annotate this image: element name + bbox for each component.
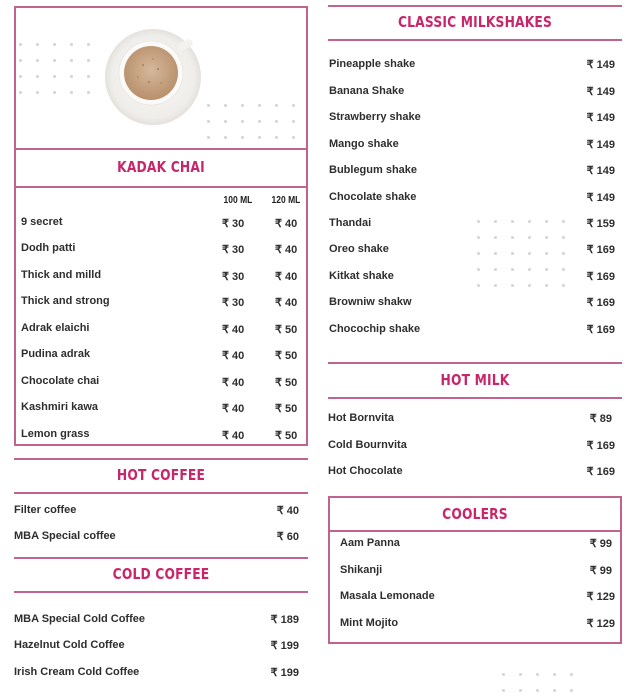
menu-item-name: Irish Cream Cold Coffee	[14, 666, 140, 678]
menu-item-name: Kashmiri kawa	[21, 401, 99, 413]
dot-pattern	[477, 220, 565, 287]
divider	[14, 186, 308, 188]
column-header-100ml: 100 ML	[223, 195, 253, 206]
menu-item-name: Chocochip shake	[329, 323, 421, 335]
menu-item-name: Oreo shake	[329, 243, 389, 255]
hot-milk-title: HOT MILK	[440, 371, 510, 389]
menu-item-price: ₹ 149	[586, 112, 615, 124]
hot-coffee-title: HOT COFFEE	[116, 466, 206, 484]
menu-item-name: Dodh patti	[21, 242, 76, 254]
menu-item-price: ₹ 149	[586, 86, 615, 98]
divider	[328, 362, 622, 364]
menu-item-name: Chocolate chai	[21, 375, 100, 387]
menu-item-name: Strawberry shake	[329, 111, 421, 123]
dot-pattern	[207, 104, 295, 139]
menu-item-price: ₹ 169	[586, 244, 615, 256]
menu-item-price-120ml: ₹ 50	[275, 430, 298, 442]
menu-item-price: ₹ 89	[589, 413, 612, 425]
menu-item-price: ₹ 169	[586, 440, 615, 452]
menu-item-price: ₹ 199	[270, 667, 299, 679]
menu-item-price-120ml: ₹ 40	[275, 244, 298, 256]
coolers-title: COOLERS	[442, 505, 508, 523]
dot-pattern	[19, 43, 90, 94]
menu-item-price-100ml: ₹ 40	[222, 403, 245, 415]
divider	[14, 492, 308, 494]
divider	[328, 397, 622, 399]
menu-item-name: Hazelnut Cold Coffee	[14, 639, 125, 651]
classic-milkshakes-title: CLASSIC MILKSHAKES	[397, 13, 553, 31]
divider	[328, 5, 622, 7]
menu-item-price-120ml: ₹ 50	[275, 403, 298, 415]
menu-item-price-100ml: ₹ 40	[222, 350, 245, 362]
menu-item-price: ₹ 149	[586, 192, 615, 204]
menu-item-price-120ml: ₹ 40	[275, 218, 298, 230]
menu-item-name: Chocolate shake	[329, 191, 417, 203]
menu-item-name: Thick and milld	[21, 269, 102, 281]
kadak-chai-title: KADAK CHAI	[117, 158, 205, 176]
menu-item-price-100ml: ₹ 30	[222, 271, 245, 283]
menu-item-price: ₹ 129	[586, 591, 615, 603]
menu-item-name: Mango shake	[329, 138, 399, 150]
menu-item-name: Thick and strong	[21, 295, 110, 307]
menu-item-price-100ml: ₹ 40	[222, 324, 245, 336]
menu-item-name: Aam Panna	[340, 537, 400, 549]
menu-item-name: Pineapple shake	[329, 58, 416, 70]
menu-item-name: Mint Mojito	[340, 617, 399, 629]
menu-item-name: Banana Shake	[329, 85, 405, 97]
menu-item-price-100ml: ₹ 40	[222, 377, 245, 389]
menu-item-price-120ml: ₹ 50	[275, 324, 298, 336]
menu-item-name: MBA Special Cold Coffee	[14, 613, 145, 625]
menu-item-price: ₹ 199	[270, 640, 299, 652]
menu-item-price: ₹ 169	[586, 324, 615, 336]
menu-item-price: ₹ 159	[586, 218, 615, 230]
divider	[14, 148, 308, 150]
menu-item-price: ₹ 129	[586, 618, 615, 630]
menu-item-name: Hot Bornvita	[328, 412, 394, 424]
menu-item-price-100ml: ₹ 30	[222, 297, 245, 309]
menu-item-price: ₹ 149	[586, 59, 615, 71]
menu-item-price: ₹ 40	[276, 505, 299, 517]
menu-item-name: Cold Bournvita	[328, 439, 407, 451]
menu-item-name: Bublegum shake	[329, 164, 418, 176]
menu-item-price-120ml: ₹ 40	[275, 297, 298, 309]
menu-item-price: ₹ 169	[586, 297, 615, 309]
menu-item-name: 9 secret	[21, 216, 63, 228]
menu-item-price-100ml: ₹ 40	[222, 430, 245, 442]
menu-item-price-120ml: ₹ 50	[275, 377, 298, 389]
menu-item-name: Adrak elaichi	[21, 322, 90, 334]
divider	[14, 591, 308, 593]
menu-item-price: ₹ 149	[586, 165, 615, 177]
menu-item-name: Shikanji	[340, 564, 383, 576]
menu-item-name: Hot Chocolate	[328, 465, 403, 477]
menu-item-name: Masala Lemonade	[340, 590, 435, 602]
menu-item-name: Browniw shakw	[329, 296, 412, 308]
menu-item-name: Pudina adrak	[21, 348, 91, 360]
menu-item-name: MBA Special coffee	[14, 530, 116, 542]
menu-item-name: Thandai	[329, 217, 372, 229]
divider	[14, 557, 308, 559]
menu-item-price: ₹ 189	[270, 614, 299, 626]
menu-item-name: Kitkat shake	[329, 270, 394, 282]
menu-item-price: ₹ 99	[589, 565, 612, 577]
menu-item-name: Filter coffee	[14, 504, 77, 516]
menu-item-price: ₹ 169	[586, 466, 615, 478]
menu-item-name: Lemon grass	[21, 428, 90, 440]
divider	[328, 530, 622, 532]
menu-item-price-100ml: ₹ 30	[222, 244, 245, 256]
divider	[14, 458, 308, 460]
column-header-120ml: 120 ML	[271, 195, 301, 206]
menu-item-price: ₹ 169	[586, 271, 615, 283]
menu-item-price-120ml: ₹ 50	[275, 350, 298, 362]
menu-item-price-100ml: ₹ 30	[222, 218, 245, 230]
menu-item-price: ₹ 60	[276, 531, 299, 543]
cold-coffee-title: COLD COFFEE	[112, 565, 210, 583]
chai-cup-image	[103, 27, 203, 127]
menu-item-price: ₹ 99	[589, 538, 612, 550]
menu-item-price: ₹ 149	[586, 139, 615, 151]
dot-pattern	[502, 673, 573, 692]
menu-item-price-120ml: ₹ 40	[275, 271, 298, 283]
divider	[328, 39, 622, 41]
